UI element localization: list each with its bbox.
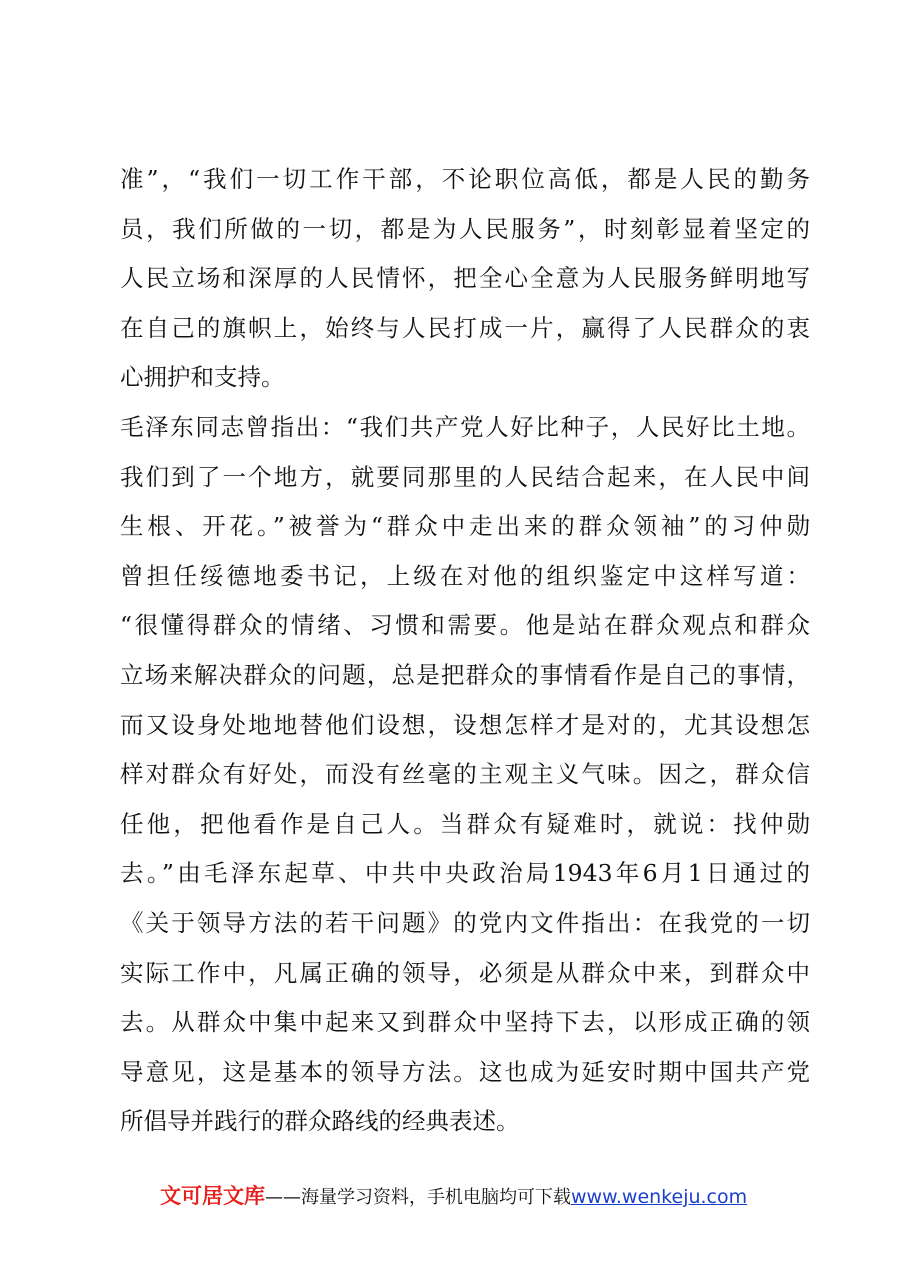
text-line: 员，我们所做的一切，都是为人民服务”，时刻彰显着坚定的 (120, 214, 810, 243)
text-line: 心拥护和支持。 (120, 363, 285, 392)
body-text (120, 155, 810, 1147)
text-line: 而又设身处地地替他们设想，设想怎样才是对的，尤其设想怎 (120, 710, 810, 739)
text-line: 去。从群众中集中起来又到群众中坚持下去，以形成正确的领 (120, 1008, 810, 1037)
text-line: 实际工作中，凡属正确的领导，必须是从群众中来，到群众中 (120, 958, 810, 987)
text-line: “很懂得群众的情绪、习惯和需要。他是站在群众观点和群众 (120, 611, 810, 640)
text-line: 我们到了一个地方，就要同那里的人民结合起来，在人民中间 (120, 462, 810, 491)
text-line: 导意见，这是基本的领导方法。这也成为延安时期中国共产党 (120, 1057, 810, 1086)
text-line: 样对群众有好处，而没有丝毫的主观主义气味。因之，群众信 (120, 760, 810, 789)
website-link[interactable]: www.wenkeju.com (571, 1186, 748, 1208)
text-line: 任他，把他看作是自己人。当群众有疑难时，就说：找仲勋 (120, 809, 810, 838)
footer-banner (160, 1180, 800, 1212)
text-line: 人民立场和深厚的人民情怀，把全心全意为人民服务鲜明地写 (120, 264, 810, 293)
text-line: 曾担任绥德地委书记，上级在对他的组织鉴定中这样写道： (120, 561, 810, 590)
brand-name: 文可居文库 (160, 1184, 265, 1208)
text-line: 毛泽东同志曾指出：“我们共产党人好比种子，人民好比土地。 (120, 412, 810, 441)
text-line: 所倡导并践行的群众路线的经典表述。 (120, 1107, 520, 1136)
text-line: 去。”由毛泽东起草、中共中央政治局1943年6月1日通过的 (120, 859, 810, 888)
footer-tagline: ——海量学习资料，手机电脑均可下载 (265, 1187, 571, 1208)
text-line: 立场来解决群众的问题，总是把群众的事情看作是自己的事情， (120, 660, 810, 689)
text-line: 《关于领导方法的若干问题》的党内文件指出：在我党的一切 (120, 908, 810, 937)
text-line: 生根、开花。”被誉为“群众中走出来的群众领袖”的习仲勋 (120, 512, 810, 541)
text-line: 准”，“我们一切工作干部，不论职位高低，都是人民的勤务 (120, 165, 810, 193)
text-line: 在自己的旗帜上，始终与人民打成一片，赢得了人民群众的衷 (120, 313, 810, 342)
